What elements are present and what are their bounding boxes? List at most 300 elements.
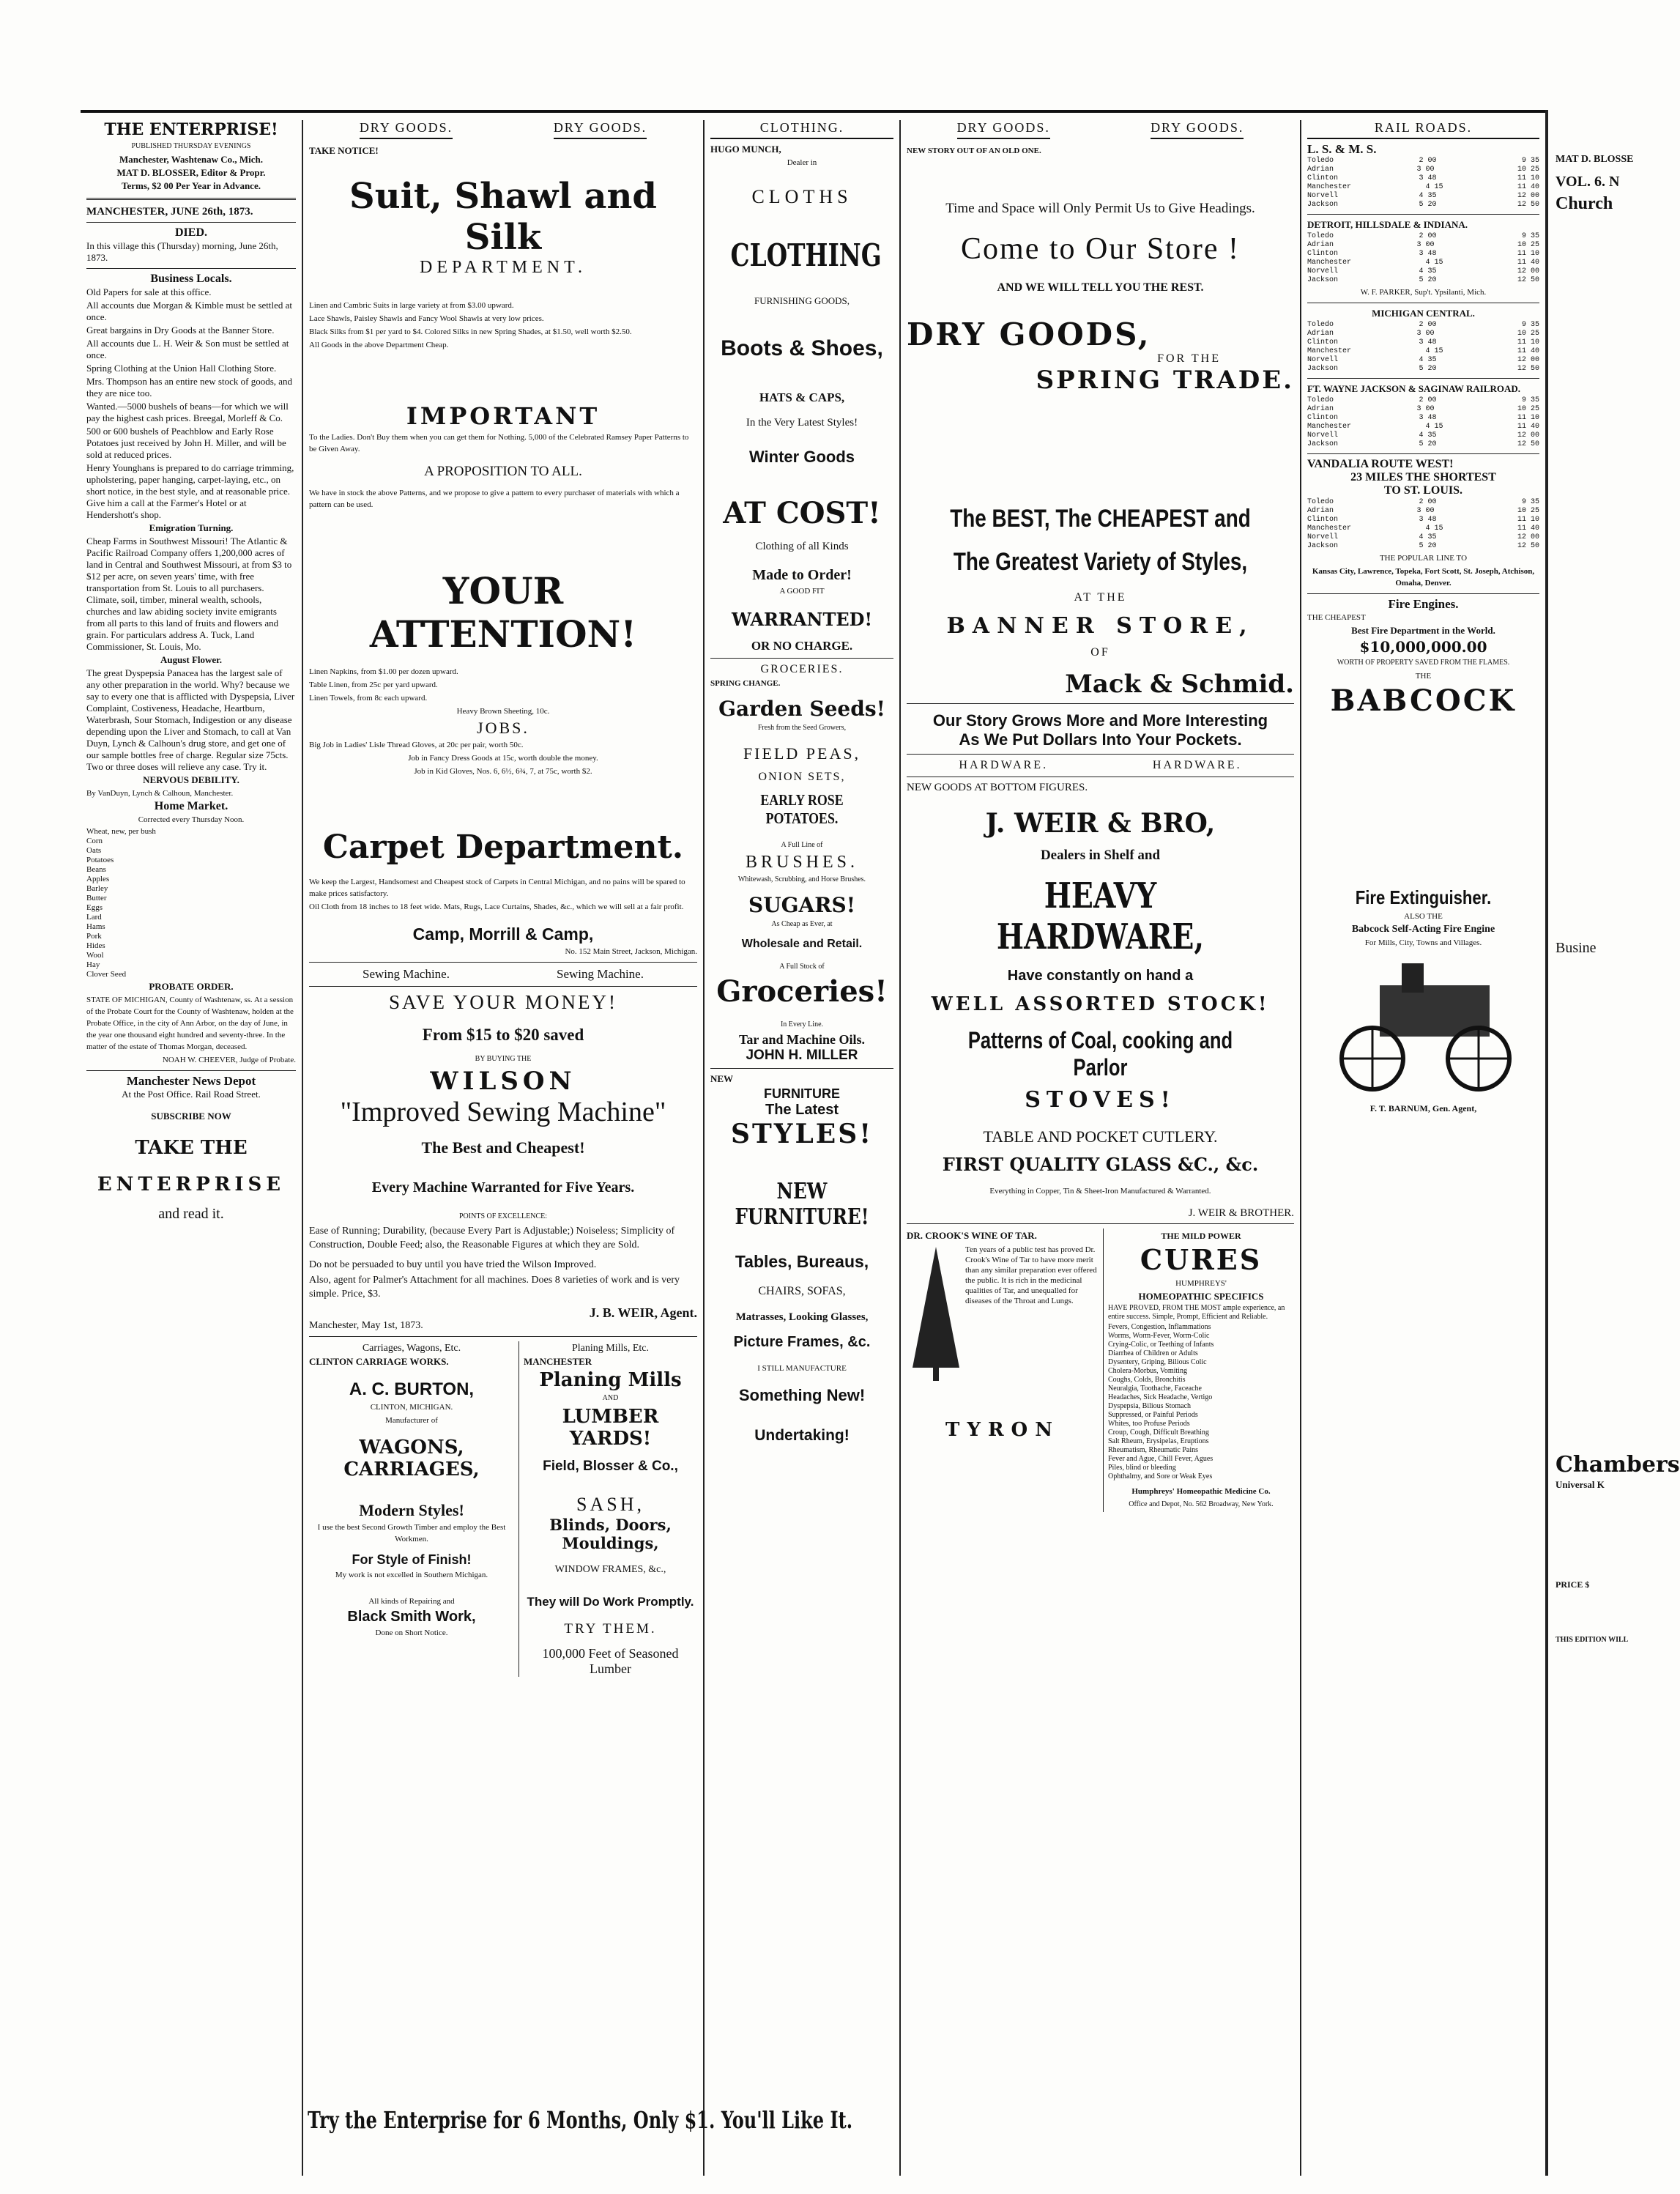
weir-brother: J. WEIR & BROTHER.	[1188, 1207, 1294, 1219]
fire-engine-icon	[1314, 956, 1534, 1095]
train-time: 10 25	[1517, 166, 1539, 174]
strip-business: Busine	[1556, 940, 1597, 956]
remedy-item: Dysentery, Griping, Bilious Colic	[1108, 1358, 1207, 1366]
persuaded: Do not be persuaded to buy until you have tried the Wilson Improved.	[309, 1259, 597, 1270]
strip-universal: Universal K	[1556, 1479, 1605, 1490]
lsms-heading: L. S. & M. S.	[1307, 142, 1377, 156]
come-to-store: Come to Our Store !	[961, 232, 1240, 266]
train-time: 12 50	[1517, 542, 1539, 550]
early-rose: EARLY ROSE POTATOES.	[760, 791, 844, 827]
self-acting: Babcock Self-Acting Fire Engine	[1351, 924, 1495, 935]
warranted: WARRANTED!	[732, 609, 872, 630]
hats-caps: HATS & CAPS,	[759, 390, 845, 404]
wilson: WILSON	[430, 1067, 576, 1096]
remedy-item: Suppressed, or Painful Periods	[1108, 1411, 1198, 1419]
strip-price: PRICE $	[1556, 1579, 1590, 1590]
hugo-munch: HUGO MUNCH,	[710, 144, 781, 155]
winter-goods: Winter Goods	[748, 448, 855, 466]
station-name: Jackson	[1307, 201, 1339, 209]
column-head: DRY GOODS.	[360, 120, 453, 139]
barnum: F. T. BARNUM, Gen. Agent,	[1369, 1103, 1477, 1113]
train-time: 10 25	[1517, 330, 1539, 338]
for-mills: For Mills, City, Towns and Villages.	[1364, 938, 1482, 947]
manchester-label: MANCHESTER	[524, 1356, 592, 1367]
carpet-line: We keep the Largest, Handsomest and Cheapest stock of Carpets in Central Michigan, and no pains will be spared to make prices satisfactory.	[309, 878, 685, 898]
furniture-head: FURNITURE	[764, 1086, 840, 1101]
train-time: 12 50	[1517, 365, 1539, 373]
market-item: Beans	[86, 865, 106, 874]
brushes-sub: Whitewash, Scrubbing, and Horse Brushes.	[737, 875, 866, 883]
train-time: 2 00	[1419, 321, 1437, 329]
local-item: Mrs. Thompson has an entire new stock of goods, and they are nice too.	[86, 376, 293, 399]
column-dry-goods	[303, 120, 703, 2176]
local-item: Henry Younghans is prepared to do carriage trimming, upholstering, paper hanging, carpet-laying, etc., on short notice, in the best style, and at reasonable price. Give him a call at the Farmer's Hotel or at Hendershott's shop.	[86, 462, 294, 520]
dealers-in: Dealers in Shelf and	[1040, 848, 1161, 863]
market-item: Pork	[86, 932, 102, 941]
probate-text: STATE OF MICHIGAN, County of Washtenaw, ss. At a session of the Probate Court for the County of Washtenaw, holden at the Probate Office, in the city of Ann Arbor, on the day of June, in the year one thousand eight hundred and seventy-three. In the matter of the estate of Thomas Morgan, deceased.	[86, 996, 294, 1051]
by-buying: BY BUYING THE	[475, 1055, 532, 1063]
remedy-item: Salt Rheum, Erysipelas, Eruptions	[1108, 1437, 1209, 1445]
best-cheapest: The Best and Cheapest!	[421, 1138, 585, 1157]
palmer: Also, agent for Palmer's Attachment for all machines. Does 8 varieties of work and is very simple. Price, $3.	[309, 1275, 680, 1300]
remedy-list	[1108, 1323, 1294, 1481]
constantly: Have constantly on hand a	[1007, 968, 1194, 984]
best-fire: Best Fire Department in the World.	[1351, 625, 1495, 636]
station-name: Norvell	[1307, 192, 1339, 200]
column-banner-store	[901, 120, 1300, 2176]
jobs-line: Job in Kid Gloves, Nos. 6, 6½, 6¾, 7, at 75c, worth $2.	[414, 767, 592, 776]
remedy-item: Cholera-Morbus, Vomiting	[1108, 1367, 1187, 1375]
remedy-item: Whites, too Profuse Periods	[1108, 1420, 1190, 1428]
try-them: TRY THEM.	[564, 1621, 657, 1637]
timetable-row	[1307, 414, 1539, 423]
remedy-item: Dyspepsia, Bilious Stomach	[1108, 1402, 1192, 1410]
homeo-company: Humphreys' Homeopathic Medicine Co.	[1131, 1487, 1271, 1496]
timetable-row	[1307, 440, 1539, 449]
patterns: Patterns of Coal, cooking and Parlor	[967, 1027, 1233, 1081]
tar-oils: Tar and Machine Oils.	[738, 1032, 866, 1047]
station-name: Jackson	[1307, 440, 1339, 448]
local-item: All accounts due Morgan & Kimble must be settled at once.	[86, 300, 293, 322]
story-grows: Our Story Grows More and More Interesting	[932, 711, 1268, 730]
train-time: 3 48	[1419, 516, 1437, 524]
attention-heading: YOUR ATTENTION!	[369, 569, 637, 656]
timetable-row	[1307, 338, 1539, 347]
glass: FIRST QUALITY GLASS &C., &c.	[942, 1154, 1259, 1175]
train-time: 4 15	[1425, 525, 1443, 533]
finish-text: My work is not excelled in Southern Michigan.	[335, 1571, 488, 1579]
probate-sign: NOAH W. CHEEVER, Judge of Probate.	[162, 1056, 296, 1064]
timetable	[1307, 157, 1539, 210]
banner-store: BANNER STORE,	[946, 613, 1255, 639]
remedy-item: Headaches, Sick Headache, Vertigo	[1108, 1393, 1213, 1401]
train-time: 5 20	[1419, 440, 1437, 448]
train-time: 4 35	[1419, 533, 1437, 541]
train-time: 3 00	[1416, 330, 1435, 338]
died-heading: DIED.	[174, 226, 207, 239]
station-name: Adrian	[1307, 405, 1334, 413]
take-notice: TAKE NOTICE!	[309, 145, 379, 156]
train-time: 11 10	[1517, 250, 1539, 258]
train-time: 3 00	[1416, 241, 1435, 249]
remedy-item: Ophthalmy, and Sore or Weak Eyes	[1108, 1472, 1213, 1480]
strip-chambers: Chambers	[1556, 1452, 1680, 1478]
train-time: 4 15	[1425, 259, 1443, 267]
wagons-carriages: WAGONS, CARRIAGES,	[343, 1437, 480, 1480]
train-time: 2 00	[1419, 157, 1437, 165]
station-name: Norvell	[1307, 267, 1339, 275]
station-name: Adrian	[1307, 241, 1334, 249]
train-time: 3 48	[1419, 250, 1437, 258]
timetable-row	[1307, 507, 1539, 516]
property-saved: WORTH OF PROPERTY SAVED FROM THE FLAMES.	[1337, 659, 1510, 667]
market-item: Eggs	[86, 903, 103, 912]
planing-mills: Planing Mills	[539, 1369, 682, 1391]
groceries-big: Groceries!	[716, 974, 888, 1009]
train-time: 11 10	[1517, 338, 1539, 346]
babcock: BABCOCK	[1330, 683, 1517, 718]
made-to-order: Made to Order!	[752, 567, 852, 583]
timetable-row	[1307, 533, 1539, 542]
field-peas: FIELD PEAS,	[743, 744, 861, 763]
station-name: Norvell	[1307, 431, 1339, 440]
burton-place: CLINTON, MICHIGAN.	[370, 1403, 453, 1412]
carpet-heading: Carpet Department.	[322, 829, 684, 866]
ten-million: $10,000,000.00	[1359, 638, 1487, 656]
picture-frames: Picture Frames, &c.	[733, 1334, 871, 1350]
station-name: Clinton	[1307, 338, 1339, 346]
masthead-editor: MAT D. BLOSSER, Editor & Propr.	[116, 167, 266, 178]
cures: CURES	[1140, 1243, 1263, 1276]
timetable-row	[1307, 232, 1539, 241]
train-time: 11 40	[1517, 259, 1539, 267]
station-name: Adrian	[1307, 330, 1334, 338]
market-item: Corn	[86, 837, 103, 845]
train-time: 9 35	[1521, 396, 1539, 404]
station-name: Norvell	[1307, 533, 1339, 541]
market-item: Hams	[86, 922, 105, 931]
strip-name: MAT D. BLOSSE	[1556, 154, 1634, 165]
station-name: Clinton	[1307, 174, 1339, 182]
the-label: THE	[1415, 672, 1432, 681]
camp-morrill: Camp, Morrill & Camp,	[412, 924, 594, 944]
train-time: 10 25	[1517, 241, 1539, 249]
train-time: 12 00	[1517, 192, 1539, 200]
station-name: Clinton	[1307, 516, 1339, 524]
column-masthead	[81, 120, 302, 2176]
market-item: Butter	[86, 894, 107, 903]
market-item: Oats	[86, 846, 102, 855]
timetable	[1307, 321, 1539, 374]
timetable-row	[1307, 174, 1539, 183]
michigan-central: MICHIGAN CENTRAL.	[1372, 308, 1475, 319]
sugars: SUGARS!	[748, 893, 856, 917]
proposition-text: We have in stock the above Patterns, and we propose to give a pattern to every purchaser of materials with which a pattern can be used.	[309, 489, 680, 509]
mild-power: THE MILD POWER	[1161, 1231, 1241, 1241]
train-time: 12 50	[1517, 276, 1539, 284]
clinton-works: CLINTON CARRIAGE WORKS.	[309, 1356, 449, 1367]
timetable-row	[1307, 525, 1539, 533]
station-name: Manchester	[1307, 183, 1352, 191]
timetable-row	[1307, 321, 1539, 330]
train-time: 4 35	[1419, 431, 1437, 440]
august-text: The great Dyspepsia Panacea has the largest sale of any other preparation in the world. Why? because we say to every one that is afflicted with Dyspepsia, Liver Complaint, Costiveness, Headache, Heartburn, Waterbrash, Sour Stomach, Indigestion or any disease depending upon the Liver and Stomach, to call at Van Duyn, Lynch & Calhoun's drug store, and get one of our sample bottles free of charge. Regular size 75cts. Two or three doses will relieve any case. Try it.	[86, 667, 295, 772]
brushes: BRUSHES.	[745, 853, 859, 872]
train-time: 9 35	[1521, 321, 1539, 329]
station-name: Jackson	[1307, 542, 1339, 550]
market-item: Barley	[86, 884, 108, 893]
sewing-head: Sewing Machine.	[363, 967, 450, 981]
cloths: CLOTHS	[751, 186, 852, 207]
local-item: Great bargains in Dry Goods at the Banner Store.	[86, 325, 275, 336]
market-sub: Corrected every Thursday Noon.	[138, 815, 245, 824]
train-time: 10 25	[1517, 405, 1539, 413]
undertaking: Undertaking!	[754, 1427, 850, 1444]
miles-shortest: 23 MILES THE SHORTEST	[1350, 471, 1496, 483]
attention-line: Linen Towels, from 8c each upward.	[309, 694, 428, 703]
popular-line: THE POPULAR LINE TO	[1379, 554, 1468, 563]
column-head: DRY GOODS.	[957, 120, 1050, 139]
every-line: In Every Line.	[780, 1020, 824, 1029]
attention-line: Heavy Brown Sheeting, 10c.	[456, 707, 550, 716]
emigration-heading: Emigration Turning.	[149, 522, 234, 533]
timetable-row	[1307, 542, 1539, 551]
column-head: DRY GOODS.	[554, 120, 647, 139]
suit-line: Linen and Cambric Suits in large variety at from $3.00 upward.	[309, 301, 514, 310]
train-time: 12 00	[1517, 356, 1539, 364]
remedy-item: Rheumatism, Rheumatic Pains	[1108, 1446, 1199, 1454]
nervous-by: By VanDuyn, Lynch & Calhoun, Manchester.	[86, 789, 234, 798]
onion-sets: ONION SETS,	[758, 771, 846, 783]
train-time: 11 40	[1517, 525, 1539, 533]
timetable-row	[1307, 166, 1539, 174]
sash: SASH,	[576, 1494, 644, 1515]
styles-heading: STYLES!	[730, 1119, 874, 1149]
full-stock: A Full Stock of	[779, 963, 825, 971]
important-heading: IMPORTANT	[406, 402, 601, 430]
timetable	[1307, 396, 1539, 449]
timetable-row	[1307, 250, 1539, 259]
mack-schmid: Mack & Schmid.	[1065, 670, 1294, 699]
market-item: Hay	[86, 960, 100, 969]
market-item: Potatoes	[86, 856, 114, 864]
lumber-yards: LUMBER YARDS!	[562, 1406, 659, 1450]
dateline: MANCHESTER, JUNE 26th, 1873.	[86, 206, 253, 218]
fire-engines: Fire Engines.	[1388, 597, 1459, 611]
stoves: STOVES!	[1025, 1087, 1176, 1113]
strip-vol: VOL. 6. N	[1556, 174, 1620, 190]
improved-sewing: "Improved Sewing Machine"	[340, 1097, 666, 1127]
vandalia: VANDALIA ROUTE WEST!	[1307, 458, 1454, 470]
page-edge	[1545, 110, 1548, 2176]
newspaper-page	[81, 110, 1545, 2176]
remedy-item: Neuralgia, Toothache, Faceache	[1108, 1385, 1202, 1393]
train-time: 4 15	[1425, 347, 1443, 355]
boots-shoes: Boots & Shoes,	[721, 336, 883, 360]
station-name: Jackson	[1307, 276, 1339, 284]
strip-church: Church	[1556, 194, 1613, 213]
suit-line: Black Silks from $1 per yard to $4. Colored Silks in new Spring Shades, at $1.50, well worth $2.50.	[309, 327, 632, 336]
timetable-row	[1307, 405, 1539, 414]
of-label: OF	[1090, 646, 1110, 659]
probate-heading: PROBATE ORDER.	[149, 981, 234, 992]
heavy-hardware: HEAVY HARDWARE,	[996, 875, 1205, 957]
remedy-item: Piles, blind or bleeding	[1108, 1464, 1176, 1472]
sewing-head: Sewing Machine.	[557, 967, 644, 981]
greatest-variety: The Greatest Variety of Styles,	[953, 548, 1248, 576]
masthead-place: Manchester, Washtenaw Co., Mich.	[119, 154, 264, 165]
full-line: A Full Line of	[781, 841, 823, 849]
train-time: 11 40	[1517, 423, 1539, 431]
market-heading: Home Market.	[154, 800, 228, 812]
jobs-line: Big Job in Ladies' Lisle Thread Gloves, at 20c per pair, worth 50c.	[309, 741, 524, 749]
wholesale: Wholesale and Retail.	[741, 938, 863, 950]
station-name: Toledo	[1307, 498, 1334, 506]
station-name: Norvell	[1307, 356, 1339, 364]
august-heading: August Flower.	[160, 654, 223, 665]
timetable-row	[1307, 192, 1539, 201]
train-time: 4 35	[1419, 267, 1437, 275]
train-time: 12 00	[1517, 267, 1539, 275]
train-time: 2 00	[1419, 232, 1437, 240]
timetable-row	[1307, 396, 1539, 405]
best-cheapest: The BEST, The CHEAPEST and	[950, 505, 1251, 533]
footer-banner: Try the Enterprise for 6 Months, Only $1. You'll Like It.	[308, 2106, 853, 2134]
weir-bro: J. WEIR & BRO,	[985, 808, 1216, 839]
attention-line: Linen Napkins, from $1.00 per dozen upward.	[309, 667, 458, 676]
homeopathic: HOMEOPATHIC SPECIFICS	[1138, 1291, 1264, 1302]
news-depot-heading: Manchester News Depot	[126, 1074, 256, 1088]
train-time: 12 00	[1517, 533, 1539, 541]
from-saved: From $15 to $20 saved	[422, 1026, 584, 1044]
train-time: 5 20	[1419, 201, 1437, 209]
market-item: Wheat, new, per bush	[86, 827, 156, 836]
train-time: 3 48	[1419, 338, 1437, 346]
homeo-text: HAVE PROVED, FROM THE MOST ample experience, an entire success. Simple, Prompt, Efficient and Reliable.	[1108, 1304, 1285, 1321]
new-furniture: NEW FURNITURE!	[735, 1179, 869, 1230]
train-time: 5 20	[1419, 542, 1437, 550]
john-miller: JOHN H. MILLER	[746, 1048, 858, 1063]
as-cheap: As Cheap as Ever, at	[771, 920, 833, 928]
column-head: CLOTHING.	[710, 120, 893, 139]
masthead-pub: PUBLISHED THURSDAY EVENINGS	[131, 142, 251, 150]
tell-rest: AND WE WILL TELL YOU THE REST.	[997, 281, 1204, 294]
suit-line: All Goods in the above Department Cheap.	[309, 341, 449, 349]
market-list	[86, 827, 296, 979]
burton: A. C. BURTON,	[349, 1379, 475, 1399]
pine-tree-icon	[907, 1243, 965, 1382]
blinds-doors: Blinds, Doors, Mouldings,	[549, 1516, 672, 1552]
homeo-address: Office and Depot, No. 562 Broadway, New York.	[1129, 1500, 1274, 1508]
remedy-item: Worms, Worm-Fever, Worm-Colic	[1108, 1332, 1210, 1340]
train-time: 11 10	[1517, 414, 1539, 422]
groceries-head: GROCERIES.	[760, 663, 844, 675]
crook-ad	[907, 1228, 1104, 1512]
subscribe: SUBSCRIBE NOW	[151, 1111, 231, 1122]
train-time: 2 00	[1419, 498, 1437, 506]
train-time: 3 48	[1419, 414, 1437, 422]
carpet-line: Oil Cloth from 18 inches to 18 feet wide. Mats, Rugs, Lace Curtains, Shades, &c., which we will sell at a fair profit.	[309, 903, 684, 911]
cutlery: TABLE AND POCKET CUTLERY.	[983, 1127, 1218, 1146]
station-name: Jackson	[1307, 365, 1339, 373]
station-name: Toledo	[1307, 321, 1334, 329]
timetable-row	[1307, 356, 1539, 365]
new-goods: NEW GOODS AT BOTTOM FIGURES.	[907, 782, 1088, 793]
tables-bureaus: Tables, Bureaus,	[735, 1252, 869, 1271]
train-time: 9 35	[1521, 498, 1539, 506]
timetable	[1307, 232, 1539, 285]
department-heading: DEPARTMENT.	[420, 258, 587, 277]
train-time: 4 15	[1425, 423, 1443, 431]
modern-styles: Modern Styles!	[359, 1501, 464, 1519]
dollars-pockets: As We Put Dollars Into Your Pockets.	[959, 730, 1242, 749]
at-cost: AT COST!	[723, 496, 881, 530]
and-label: AND	[602, 1394, 619, 1402]
timetable-row	[1307, 183, 1539, 192]
no-charge: OR NO CHARGE.	[751, 639, 853, 653]
ft-wayne: FT. WAYNE JACKSON & SAGINAW RAILROAD.	[1307, 383, 1520, 394]
emigration-text: Cheap Farms in Southwest Missouri! The Atlantic & Pacific Railroad Company offers 1,200,000 acres of land in Central and Southwest Missouri, at from $3 to $12 per acre, on seven years' time, with free transportation from St. Louis to all purchasers. Climate, soil, timber, mineral wealth, schools, churches and law abiding society invite emigrants from all parts to this land of fruits and flowers and grain. For particulars address A. Tuck, Land Commissioner, St. Louis, Mo.	[86, 535, 292, 652]
train-time: 11 10	[1517, 174, 1539, 182]
latest-styles: In the Very Latest Styles!	[746, 417, 858, 429]
timetable-row	[1307, 365, 1539, 374]
station-name: Adrian	[1307, 166, 1334, 174]
timetable-row	[1307, 431, 1539, 440]
died-text: In this village this (Thursday) morning, June 26th, 1873.	[86, 240, 278, 263]
promptly: They will Do Work Promptly.	[527, 1595, 694, 1609]
remedy-item: Croup, Cough, Difficult Breathing	[1108, 1428, 1209, 1437]
attention-line: Table Linen, from 25c per yard upward.	[309, 681, 438, 689]
news-depot-sub: At the Post Office. Rail Road Street.	[122, 1089, 261, 1100]
train-time: 5 20	[1419, 276, 1437, 284]
train-time: 9 35	[1521, 232, 1539, 240]
station-name: Adrian	[1307, 507, 1334, 515]
agent-date: Manchester, May 1st, 1873.	[309, 1320, 423, 1331]
station-name: Toledo	[1307, 157, 1334, 165]
important-text: To the Ladies. Don't Buy them when you can get them for Nothing. 5,000 of the Celebrated Ramsey Paper Patterns to be Given Away.	[309, 433, 689, 453]
timetable-row	[1307, 498, 1539, 507]
also-the: ALSO THE	[1404, 912, 1443, 921]
garden-sub: Fresh from the Seed Growers,	[757, 724, 847, 732]
the-cheapest: THE CHEAPEST	[1307, 613, 1366, 622]
well-assorted: WELL ASSORTED STOCK!	[931, 993, 1270, 1015]
timetable-row	[1307, 347, 1539, 356]
planing-heading: Planing Mills, Etc.	[572, 1343, 649, 1354]
new-story: NEW STORY OUT OF AN OLD ONE.	[907, 147, 1041, 155]
local-item: Spring Clothing at the Union Hall Clothing Store.	[86, 363, 277, 374]
timetable-row	[1307, 276, 1539, 285]
jobs-heading: JOBS.	[477, 719, 529, 737]
dry-goods-heading: DRY GOODS,	[907, 316, 1151, 352]
time-space: Time and Space will Only Permit Us to Give Headings.	[945, 201, 1255, 216]
adjacent-page-strip	[1545, 110, 1680, 2176]
manufacturer-of: Manufacturer of	[385, 1416, 438, 1425]
kansas: Kansas City, Lawrence, Topeka, Fort Scott, St. Joseph, Atchison, Omaha, Denver.	[1312, 567, 1535, 588]
furnishing: FURNISHING GOODS,	[754, 295, 850, 306]
column-head: DRY GOODS.	[1151, 120, 1244, 139]
cures-ad	[1104, 1228, 1294, 1512]
remedy-item: Coughs, Colds, Bronchitis	[1108, 1376, 1186, 1384]
crook-text: Ten years of a public test has proved Dr. Crook's Wine of Tar to have more merit than any similar preparation ever offered the public. It is rich in the medicinal qualities of Tar, and unequalled for diseases of the Throat and Lungs.	[965, 1245, 1097, 1305]
points-heading: POINTS OF EXCELLENCE:	[459, 1212, 547, 1220]
timetable	[1307, 498, 1539, 551]
train-time: 4 35	[1419, 192, 1437, 200]
spring-trade: SPRING TRADE.	[1036, 366, 1294, 395]
station-name: Clinton	[1307, 250, 1339, 258]
window-frames: WINDOW FRAMES, &c.,	[554, 1564, 666, 1575]
remedy-item: Fever and Ague, Chill Fever, Agues	[1108, 1455, 1213, 1463]
train-time: 3 48	[1419, 174, 1437, 182]
